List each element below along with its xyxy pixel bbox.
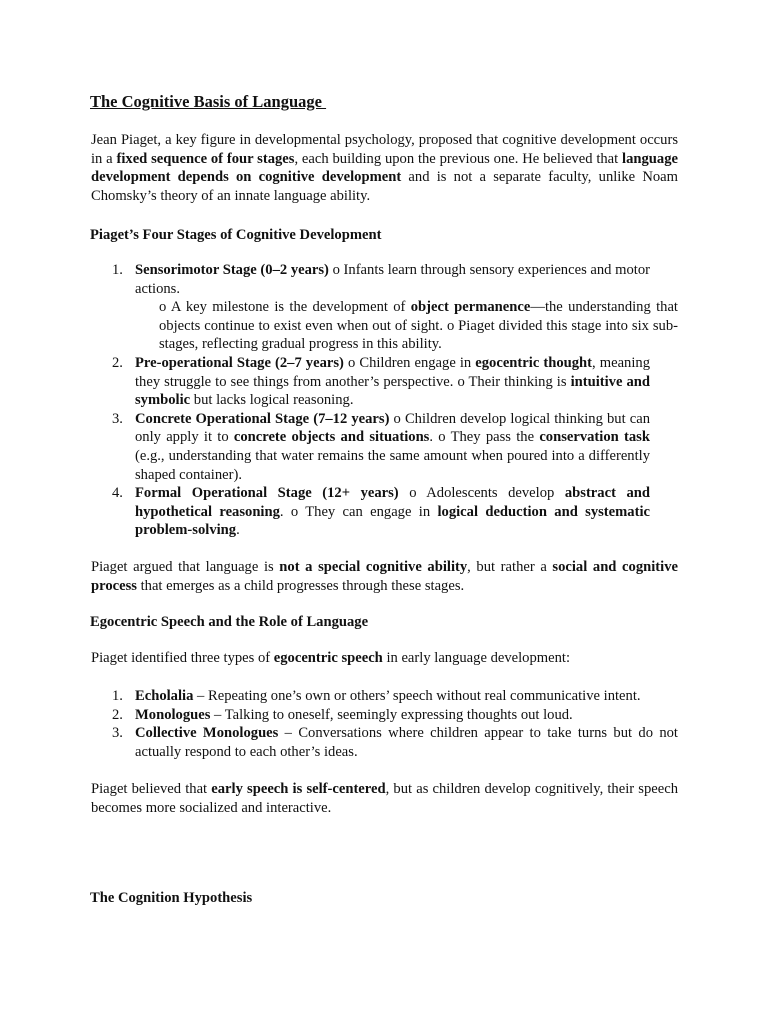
egocentric-intro: Piaget identified three types of egocentric speech in early language development: — [91, 650, 571, 666]
egocentric-types-list — [90, 687, 678, 761]
list-item: 2. Monologues – Talking to oneself, seemingly expressing thoughts out loud. — [112, 706, 573, 723]
believed-paragraph: Piaget believed that early speech is self-centered, but as children develop cognitively, their speech becomes more socialized and interactive. — [91, 781, 678, 816]
stages-list — [90, 261, 678, 540]
page-title: The Cognitive Basis of Language — [90, 92, 327, 111]
egocentric-heading: Egocentric Speech and the Role of Language — [90, 614, 369, 630]
list-item: 1. Echolalia – Repeating one’s own or others’ speech without real communicative intent. — [112, 688, 641, 704]
sub-bullet: o A key milestone is the development of object permanence—the understanding that objects continue to exist even when out of sight. o Piaget divided this stage into six sub-stages, reflecting gradual progress in this ability. — [159, 299, 678, 353]
list-item: 3. Collective Monologues – Conversations where children appear to take turns but do not actually respond to each other’s ideas. — [112, 725, 678, 760]
list-item: 4. Formal Operational Stage (12+ years) o Adolescents develop abstract and hypothetical reasoning. o They can engage in logical deduction and systematic problem-solving. — [112, 485, 650, 539]
cognition-hypothesis-heading: The Cognition Hypothesis — [90, 890, 253, 906]
intro-paragraph: Jean Piaget, a key figure in developmental psychology, proposed that cognitive development occurs in a fixed sequence of four stages, each building upon the previous one. He believed that language development depends on cognitive development and is not a separate faculty, unlike Noam Chomsky’s theory of an innate language ability. — [91, 132, 679, 204]
list-item: 1. Sensorimotor Stage (0–2 years) o Infants learn through sensory experiences and motor actions. o A key milestone is the development of object permanence—the understanding that objects continue to exist even when out of sight. o Piaget divided this stage into six sub-stages, reflecting gradual progress in this ability. — [112, 262, 678, 353]
list-item: 3. Concrete Operational Stage (7–12 years) o Children develop logical thinking but can only apply it to concrete objects and situations. o They pass the conservation task (e.g., understanding that water remains the same amount when poured into a differently shaped container). — [112, 410, 650, 483]
argued-paragraph: Piaget argued that language is not a special cognitive ability, but rather a social and cognitive process that emerges as a child progresses through these stages. — [91, 559, 678, 594]
list-item: 2. Pre-operational Stage (2–7 years) o Children engage in egocentric thought, meaning they struggle to see things from another’s perspective. o Their thinking is intuitive and symbolic but lacks logical reasoning. — [112, 354, 651, 409]
stages-heading: Piaget’s Four Stages of Cognitive Development — [90, 227, 382, 243]
